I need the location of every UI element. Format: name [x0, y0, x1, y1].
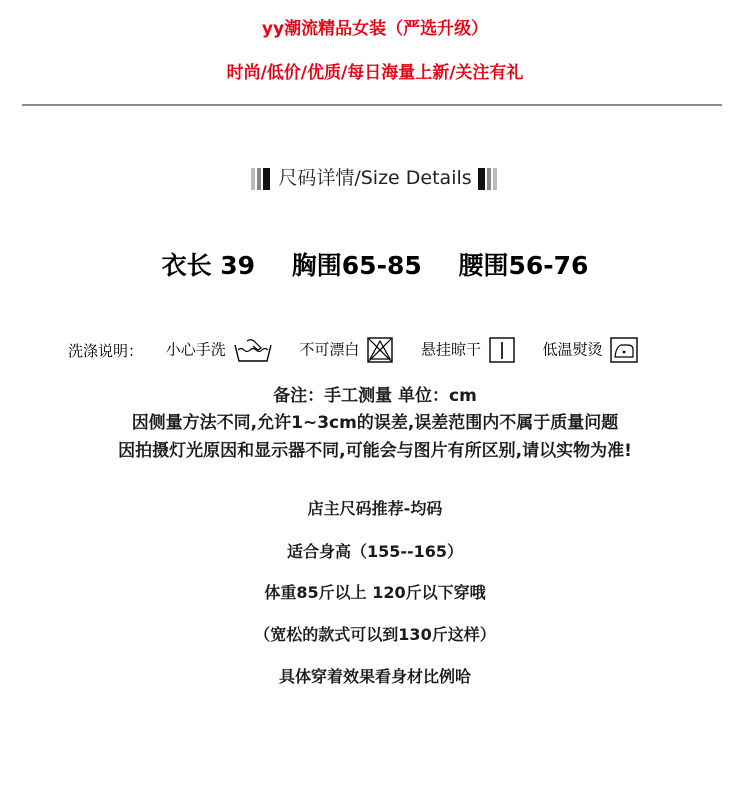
care-item-text: 低温熨烫	[542, 340, 603, 359]
no-bleach-icon	[366, 336, 394, 364]
chest-value: 胸围65-85	[291, 251, 422, 280]
low-iron-icon	[609, 336, 639, 364]
care-label: 洗涤说明：	[68, 341, 144, 360]
note-measurement: 备注：手工测量 单位：cm	[273, 386, 477, 406]
section-title-text: 尺码详情/Size Details	[278, 167, 472, 189]
recommendation-line: 体重85斤以上 120斤以下穿哦	[264, 583, 486, 602]
care-item-text: 悬挂晾干	[420, 340, 481, 359]
care-item-low-iron	[543, 336, 640, 364]
care-item-hand-wash	[166, 337, 273, 363]
waist-value: 腰围56-76	[458, 251, 589, 280]
care-item-no-bleach	[299, 336, 394, 364]
divider	[22, 104, 722, 106]
care-item-hang-dry	[421, 336, 516, 364]
section-title	[0, 163, 750, 190]
shop-title: yy潮流精品女装（严选升级）	[261, 19, 489, 39]
care-instructions	[68, 336, 661, 364]
shop-slogan: 时尚/低价/优质/每日海量上新/关注有礼	[226, 63, 524, 83]
recommendation-line: 具体穿着效果看身材比例哈	[278, 667, 471, 686]
bars-decoration-icon	[478, 167, 499, 190]
note-tolerance: 因侧量方法不同,允许1~3cm的误差,误差范围内不属于质量问题	[131, 413, 619, 433]
measurements	[0, 246, 750, 282]
hand-wash-icon	[233, 337, 273, 363]
hang-dry-icon	[488, 336, 516, 364]
note-color-difference: 因拍摄灯光原因和显示器不同,可能会与图片有所区别,请以实物为准!	[118, 441, 632, 461]
recommendation-line: 店主尺码推荐-均码	[307, 499, 443, 518]
care-item-text: 不可漂白	[299, 340, 360, 359]
recommendation-line: （宽松的款式可以到130斤这样）	[254, 625, 496, 644]
length-value: 衣长 39	[161, 251, 256, 280]
care-item-text: 小心手洗	[165, 340, 226, 359]
recommendation-line: 适合身高（155--165）	[286, 542, 464, 561]
bars-decoration-icon	[251, 167, 272, 190]
